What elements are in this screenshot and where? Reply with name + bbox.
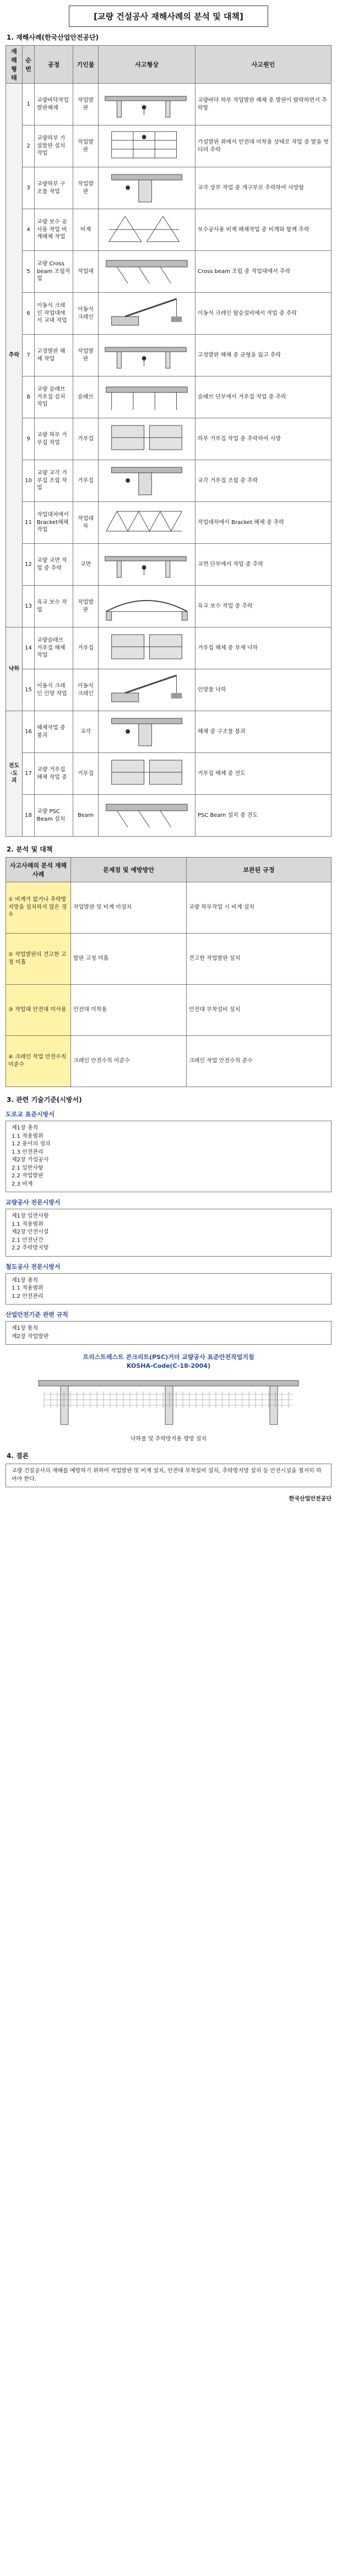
case-no: 15 (23, 669, 35, 711)
case-process: 이동식 크레인 인양 작업 (35, 669, 73, 711)
case-no: 8 (23, 376, 35, 418)
case-process: 교량슬래브 거푸집 해체 작업 (35, 627, 73, 669)
frame-sketch (101, 211, 193, 246)
spec-line: 2.2 작업발판 (12, 1173, 44, 1179)
case-row (6, 753, 331, 795)
spec-line: 1.1 적용범위 (12, 1221, 44, 1227)
case-row (6, 335, 331, 376)
col-header-no: 순번 (23, 46, 35, 84)
accident-type-cell: 추락 (6, 84, 23, 627)
case-description: 교면 단부에서 작업 중 추락 (195, 544, 331, 586)
case-process: 교량 보수 공사용 작업 비계해체 작업 (35, 209, 73, 251)
case-process: 교량 슬래브 거푸집 설치작업 (35, 376, 73, 418)
net-installation-figure (6, 1369, 331, 1430)
case-description: 슬래브 단부에서 거푸집 작업 중 추락 (195, 376, 331, 418)
case-sketch-cell (99, 586, 195, 627)
conclusion-text: 교량 건설공사의 재해를 예방하기 위하여 작업발판 및 비계 설치, 안전대 부착설비 설치, 추락방지망 설치 등 안전시설을 철저히 하여야 한다. (6, 1464, 331, 1487)
accident-type-cell: 전도·도괴 (6, 711, 23, 837)
case-sketch-cell (99, 125, 195, 167)
case-description: 거푸집 해체 중 전도 (195, 753, 331, 795)
case-row (6, 84, 331, 125)
deck-sketch (101, 545, 193, 581)
case-sketch-cell (99, 84, 195, 125)
spec-line: 1.3 안전관리 (12, 1149, 44, 1155)
deck-sketch (101, 336, 193, 372)
case-cause: 거푸집 (73, 418, 99, 460)
case-no: 5 (23, 251, 35, 293)
analysis-problem: 발판 고정 미흡 (71, 934, 187, 985)
form-sketch (101, 420, 193, 455)
spec-line: 1.2 안전관리 (12, 1293, 44, 1300)
case-description: 인양물 낙하 (195, 669, 331, 711)
case-row (6, 460, 331, 502)
case-sketch-cell (99, 293, 195, 335)
document-title: [교량 건설공사 재해사례의 분석 및 대책] (69, 6, 268, 27)
spec-line: 제2장 가설공사 (12, 1157, 49, 1163)
case-no: 2 (23, 125, 35, 167)
analysis-table (6, 857, 331, 1087)
case-sketch-cell (99, 627, 195, 669)
analysis-row (6, 985, 331, 1036)
form-sketch (101, 755, 193, 790)
case-sketch-cell (99, 460, 195, 502)
case-cause: 작업대차 (73, 502, 99, 544)
case-sketch-cell (99, 753, 195, 795)
case-cause: 교각 (73, 711, 99, 753)
case-description: 이동식 크레인 탑승설비에서 작업 중 추락 (195, 293, 331, 335)
crane-sketch (101, 294, 193, 330)
col-header-type: 재해형태 (6, 46, 23, 84)
case-process: 육교 보수 작업 (35, 586, 73, 627)
spec-subheading: 교량공사 전문시방서 (6, 1199, 61, 1206)
spec-line: 1.1 적용범위 (12, 1285, 44, 1291)
spec-line: 제2장 작업발판 (12, 1333, 49, 1340)
analysis-header-problem: 문제점 및 예방방안 (71, 858, 187, 882)
analysis-case: ① 비계가 없거나 추락방지망을 설치하지 않은 경우 (6, 882, 71, 934)
case-row (6, 376, 331, 418)
case-process: 교량 PSC Beam 설치 (35, 795, 73, 837)
pier-sketch (101, 713, 193, 748)
case-sketch-cell (99, 502, 195, 544)
case-sketch-cell (99, 544, 195, 586)
analysis-rule: 안전대 부착설비 설치 (187, 985, 331, 1036)
analysis-rule: 크레인 작업 안전수칙 준수 (187, 1036, 331, 1087)
case-description: 고정발판 해체 중 균형을 잃고 추락 (195, 335, 331, 376)
case-description: 가설발판 위에서 안전대 미착용 상태로 작업 중 발을 헛디뎌 추락 (195, 125, 331, 167)
crane-sketch (101, 671, 193, 706)
case-no: 13 (23, 586, 35, 627)
analysis-problem: 안전대 미착용 (71, 985, 187, 1036)
analysis-header-rule: 보완된 규정 (187, 858, 331, 882)
case-sketch-cell (99, 711, 195, 753)
case-description: 육교 보수 작업 중 추락 (195, 586, 331, 627)
case-row (6, 544, 331, 586)
form-sketch (101, 629, 193, 664)
analysis-case: ③ 작업대 안전대 미사용 (6, 985, 71, 1036)
analysis-problem: 크레인 안전수칙 미준수 (71, 1036, 187, 1087)
case-process: 교량 Cross beam 조립작업 (35, 251, 73, 293)
spec-line: 2.2 추락방지망 (12, 1245, 49, 1251)
analysis-rule: 교량 하부작업 시 비계 설치 (187, 882, 331, 934)
spec-line: 2.1 안전난간 (12, 1237, 44, 1243)
spec-subheading: 철도공사 전문시방서 (6, 1263, 61, 1270)
case-cause: 비계 (73, 209, 99, 251)
spec-body (6, 1273, 331, 1305)
col-header-cause: 기인물 (73, 46, 99, 84)
case-description: 하부 거푸집 작업 중 추락하여 사망 (195, 418, 331, 460)
section1-heading: 1. 재해사례(한국산업안전공단) (7, 34, 99, 41)
spec-section (6, 1110, 331, 1345)
case-row (6, 293, 331, 335)
case-no: 9 (23, 418, 35, 460)
deck-sketch (101, 85, 193, 121)
spec-line: 2.3 비계 (12, 1181, 33, 1187)
case-row (6, 711, 331, 753)
case-cause: 교면 (73, 544, 99, 586)
figure-caption: 낙하물 및 추락방지용 방망 설치 (130, 1436, 207, 1442)
case-sketch-cell (99, 795, 195, 837)
scaffold-sketch (101, 127, 193, 162)
case-no: 16 (23, 711, 35, 753)
analysis-rule: 견고한 작업발판 설치 (187, 934, 331, 985)
pier-sketch (101, 462, 193, 497)
case-description: 교각 거푸집 조립 중 추락 (195, 460, 331, 502)
case-row (6, 795, 331, 837)
spec-line: 2.1 일반사항 (12, 1165, 44, 1171)
analysis-case: ② 작업발판의 견고한 고정 미흡 (6, 934, 71, 985)
case-cause: 슬래브 (73, 376, 99, 418)
case-cause: 작업발판 (73, 335, 99, 376)
case-sketch-cell (99, 209, 195, 251)
case-cause: 거푸집 (73, 460, 99, 502)
case-no: 4 (23, 209, 35, 251)
case-sketch-cell (99, 376, 195, 418)
case-cause: 이동식 크레인 (73, 293, 99, 335)
spec-line: 1.2 용어의 정의 (12, 1141, 51, 1147)
case-no: 6 (23, 293, 35, 335)
spec-line: 제2장 안전시설 (12, 1229, 49, 1235)
pier-sketch (101, 169, 193, 204)
section3-heading: 3. 관련 기술기준(시방서) (7, 1096, 82, 1104)
case-row (6, 418, 331, 460)
case-process: 작업대차에서 Bracket해체 작업 (35, 502, 73, 544)
spec-line: 제1장 일반사항 (12, 1213, 49, 1219)
analysis-row (6, 1036, 331, 1087)
case-cause: 이동식 크레인 (73, 669, 99, 711)
analysis-row (6, 882, 331, 934)
case-no: 1 (23, 84, 35, 125)
case-process: 교량바닥작업 발판해체 (35, 84, 73, 125)
case-row (6, 125, 331, 167)
case-description: Cross beam 조립 중 작업대에서 추락 (195, 251, 331, 293)
case-row (6, 586, 331, 627)
case-row (6, 209, 331, 251)
section2-heading: 2. 분석 및 대책 (7, 845, 53, 853)
case-cause: 작업대 (73, 251, 99, 293)
case-process: 이동식 크레인 작업대에서 교대 작업 (35, 293, 73, 335)
beam-sketch (101, 253, 193, 288)
accident-case-table (6, 45, 331, 837)
case-cause: 거푸집 (73, 627, 99, 669)
case-cause: 작업발판 (73, 125, 99, 167)
case-description: 거푸집 해체 중 부재 낙하 (195, 627, 331, 669)
case-no: 10 (23, 460, 35, 502)
case-sketch-cell (99, 335, 195, 376)
case-no: 14 (23, 627, 35, 669)
spec-subheading: 산업안전기준 관련 규칙 (6, 1311, 68, 1318)
case-description: 교각 상부 작업 중 개구부로 추락하여 사망함 (195, 167, 331, 209)
kosha-title: 프리스트레스트 콘크리트(PSC)거더 교량공사 표준안전작업지침 (83, 1354, 254, 1361)
case-process: 교량하부 구조물 작업 (35, 167, 73, 209)
case-cause: 작업발판 (73, 84, 99, 125)
case-row (6, 251, 331, 293)
case-process: 해체작업 중 붕괴 (35, 711, 73, 753)
organization-name: 한국산업안전공단 (289, 1496, 331, 1502)
case-sketch-cell (99, 418, 195, 460)
case-row (6, 502, 331, 544)
analysis-header-case: 사고사례의 분석 재해 사례 (6, 858, 71, 882)
section4-heading: 4. 결론 (7, 1452, 29, 1460)
analysis-row (6, 934, 331, 985)
case-process: 교량 교각 거푸집 조립 작업 (35, 460, 73, 502)
spec-line: 제1장 총칙 (12, 1277, 39, 1284)
case-row (6, 627, 331, 669)
case-sketch-cell (99, 167, 195, 209)
case-row (6, 167, 331, 209)
case-no: 11 (23, 502, 35, 544)
spec-subheading: 도로교 표준시방서 (6, 1111, 55, 1118)
accident-type-cell: 낙하 (6, 627, 23, 711)
case-no: 17 (23, 753, 35, 795)
case-row (6, 669, 331, 711)
case-description: 작업대차에서 Bracket 해체 중 추락 (195, 502, 331, 544)
spec-body (6, 1321, 331, 1345)
case-description: 보수공사용 비계 해체작업 중 비계와 함께 추락 (195, 209, 331, 251)
case-no: 12 (23, 544, 35, 586)
spec-line: 1.1 적용범위 (12, 1133, 44, 1139)
kosha-code: KOSHA-Code(C-18-2004) (127, 1362, 210, 1369)
case-process: 고정발판 해체 작업 (35, 335, 73, 376)
case-process: 교량 거푸집 해체 작업 중 (35, 753, 73, 795)
case-no: 7 (23, 335, 35, 376)
truss-sketch (101, 504, 193, 539)
analysis-case: ④ 크레인 작업 안전수칙 미준수 (6, 1036, 71, 1087)
spec-body (6, 1121, 331, 1192)
spec-body (6, 1209, 331, 1257)
document-page (6, 0, 331, 1502)
case-process: 교량 교면 작업 중 추락 (35, 544, 73, 586)
case-process: 교량 하부 거푸집 작업 (35, 418, 73, 460)
case-cause: 거푸집 (73, 753, 99, 795)
case-process: 교량하부 가설발판 설치작업 (35, 125, 73, 167)
col-header-reason: 사고원인 (195, 46, 331, 84)
spec-line: 제1장 총칙 (12, 1125, 39, 1131)
case-cause: 작업발판 (73, 586, 99, 627)
slab-sketch (101, 378, 193, 413)
col-header-sketch: 사고형상 (99, 46, 195, 84)
case-description: 교량바닥 하부 작업발판 해체 중 발판이 탈락하면서 추락함 (195, 84, 331, 125)
case-cause: 작업발판 (73, 167, 99, 209)
case-no: 3 (23, 167, 35, 209)
beam-sketch (101, 796, 193, 832)
case-cause: Beam (73, 795, 99, 837)
case-description: PSC Beam 설치 중 전도 (195, 795, 331, 837)
case-sketch-cell (99, 669, 195, 711)
col-header-process: 공정 (35, 46, 73, 84)
case-sketch-cell (99, 251, 195, 293)
bridge-sketch (101, 587, 193, 623)
case-no: 18 (23, 795, 35, 837)
case-description: 해체 중 구조물 붕괴 (195, 711, 331, 753)
analysis-problem: 작업발판 및 비계 미설치 (71, 882, 187, 934)
spec-line: 제1장 통칙 (12, 1325, 39, 1331)
